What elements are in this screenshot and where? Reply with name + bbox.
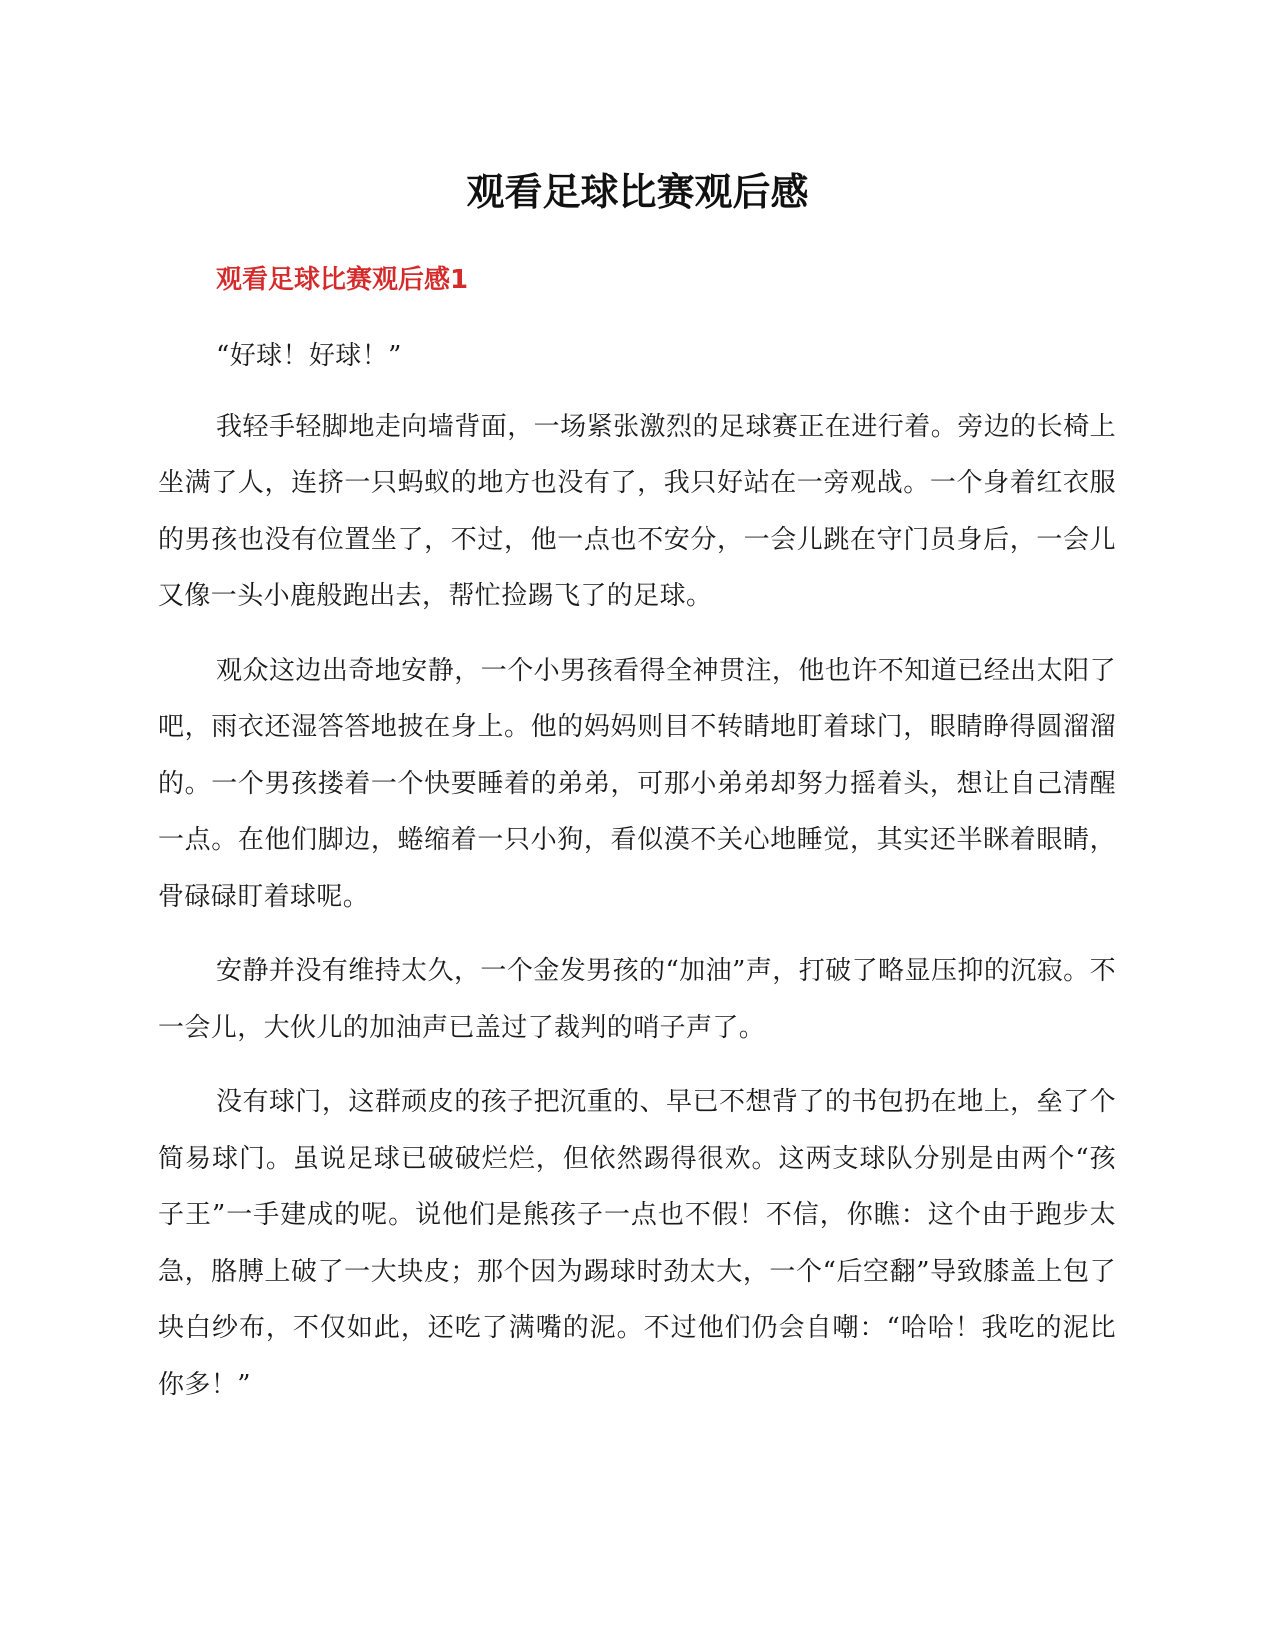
paragraph: 我轻手轻脚地走向墙背面，一场紧张激烈的足球赛正在进行着。旁边的长椅上坐满了人，连挤一只蚂蚁的地方也没有了，我只好站在一旁观战。一个身着红衣服的男孩也没有位置坐了，不过，他一点也不安分，一会儿跳在守门员身后，一会儿又像一头小鹿般跑出去，帮忙捡踢飞了的足球。 [158, 411, 1116, 611]
section-heading: 观看足球比赛观后感1 [216, 265, 469, 295]
document-title: 观看足球比赛观后感 [466, 170, 809, 214]
document-body [158, 328, 1116, 1431]
paragraph: 没有球门，这群顽皮的孩子把沉重的、早已不想背了的书包扔在地上，垒了个简易球门。虽说足球已破破烂烂，但依然踢得很欢。这两支球队分别是由两个“孩子王”一手建成的呢。说他们是熊孩子一点也不假！不信，你瞧：这个由于跑步太急，胳膊上破了一大块皮；那个因为踢球时劲太大，一个“后空翻”导致膝盖上包了块白纱布，不仅如此，还吃了满嘴的泥。不过他们仍会自嘲：“哈哈！我吃的泥比你多！” [158, 1087, 1116, 1400]
paragraph: 安静并没有维持太久，一个金发男孩的“加油”声，打破了略显压抑的沉寂。不一会儿，大伙儿的加油声已盖过了裁判的哨子声了。 [158, 956, 1116, 1043]
paragraph: “好球！好球！” [216, 341, 402, 371]
paragraph: 观众这边出奇地安静，一个小男孩看得全神贯注，他也许不知道已经出太阳了吧，雨衣还湿答答地披在身上。他的妈妈则目不转睛地盯着球门，眼睛睁得圆溜溜的。一个男孩搂着一个快要睡着的弟弟，可那小弟弟却努力摇着头，想让自己清醒一点。在他们脚边，蜷缩着一只小狗，看似漠不关心地睡觉，其实还半眯着眼睛，骨碌碌盯着球呢。 [158, 655, 1116, 912]
